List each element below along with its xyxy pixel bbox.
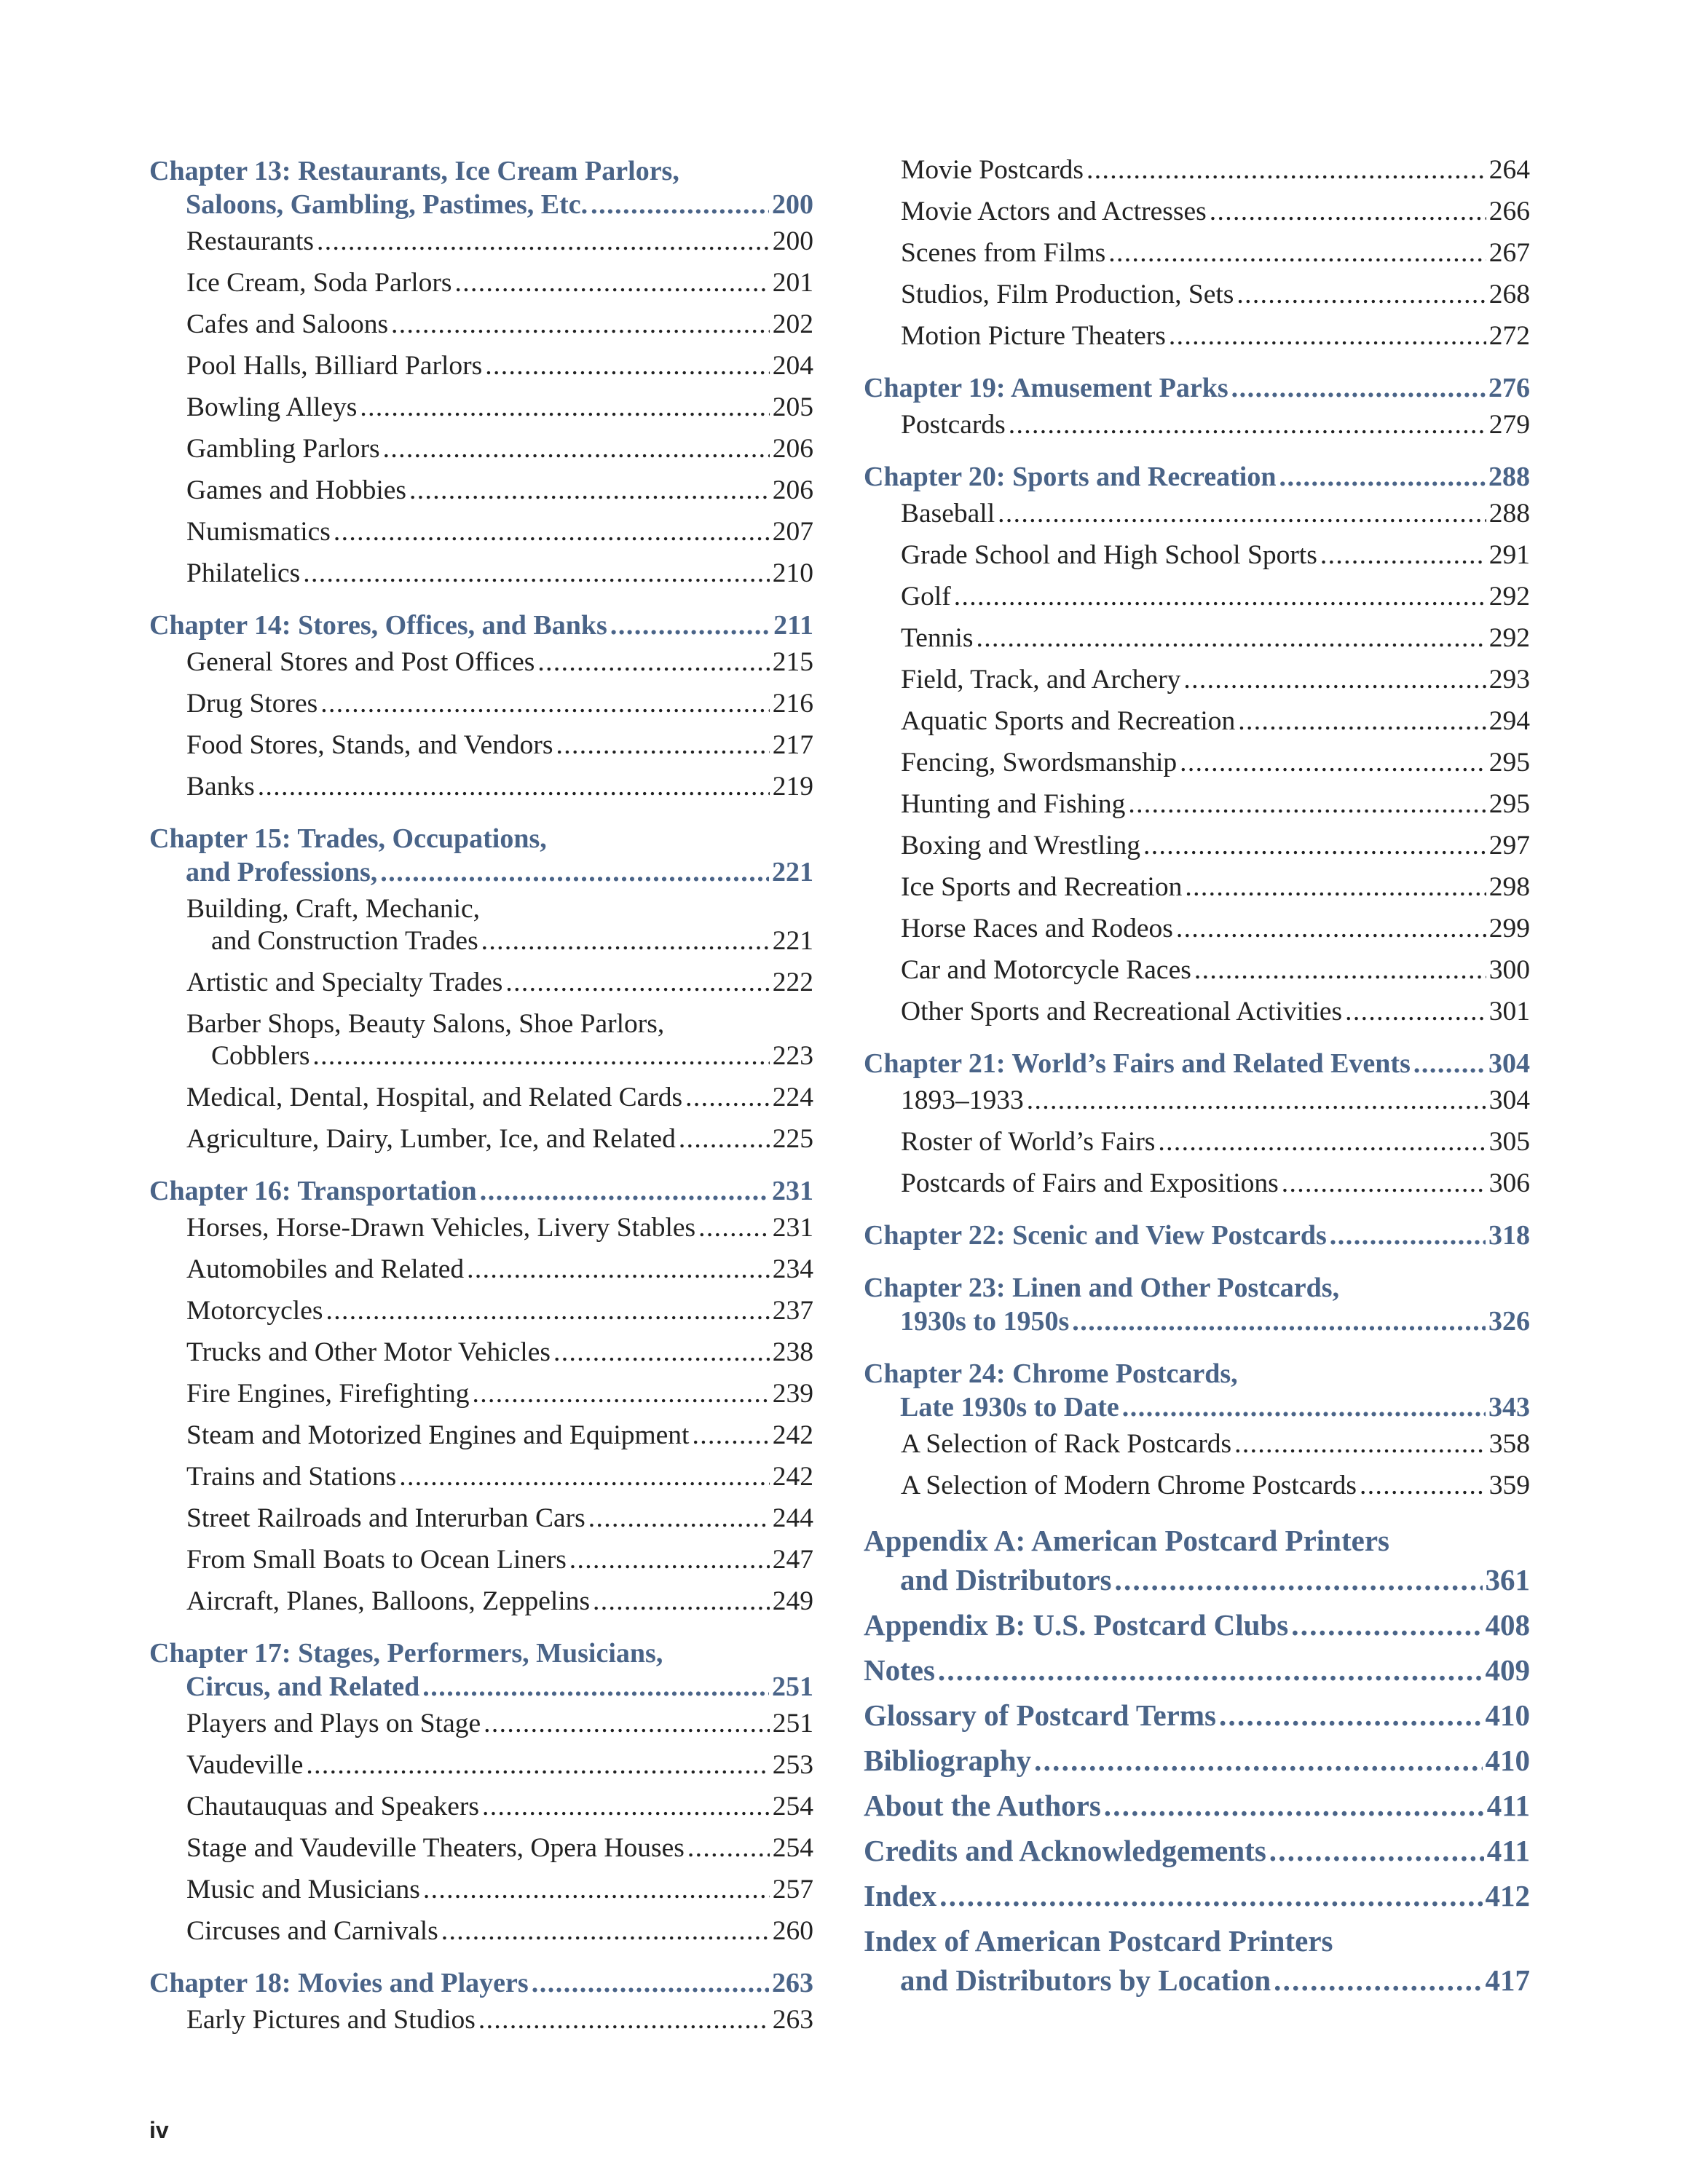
toc-entry: Building, Craft, Mechanic, and Construction Trades . . . 221 <box>149 893 813 957</box>
toc-entry: Players and Plays on Stage . . . 251 <box>149 1708 813 1740</box>
toc-entry: From Small Boats to Ocean Liners . . . 247 <box>149 1544 813 1576</box>
page-number: 343 <box>1488 1392 1530 1423</box>
toc-entry: Motorcycles . . . 237 <box>149 1295 813 1327</box>
toc-entry: Agriculture, Dairy, Lumber, Ice, and Related . . . 225 <box>149 1123 813 1155</box>
toc-entry: Postcards . . . 279 <box>864 409 1530 441</box>
toc-entry: Bowling Alleys . . . 205 <box>149 392 813 424</box>
credits-heading: Credits and Acknowledgements . . . 411 <box>864 1831 1530 1870</box>
toc-entry: Other Sports and Recreational Activities . . . 301 <box>864 996 1530 1028</box>
toc-entry: Games and Hobbies . . . 206 <box>149 475 813 507</box>
back-matter <box>864 1521 1530 2000</box>
toc-entry: Trucks and Other Motor Vehicles . . . 238 <box>149 1337 813 1369</box>
toc-entry: Studios, Film Production, Sets . . . 268 <box>864 279 1530 311</box>
toc-entry: Circuses and Carnivals . . . 260 <box>149 1915 813 1947</box>
index-heading: Index . . . 412 <box>864 1876 1530 1915</box>
toc-entry: Artistic and Specialty Trades . . . 222 <box>149 967 813 999</box>
chapter-17-heading: Chapter 17: Stages, Performers, Musicians, Circus, and Related . . . 251 <box>149 1637 813 1704</box>
page-number: 221 <box>772 857 813 887</box>
page-number: 318 <box>1488 1220 1530 1251</box>
toc-entry: Boxing and Wrestling . . . 297 <box>864 830 1530 862</box>
chapter-14-heading: Chapter 14: Stores, Offices, and Banks . . . 211 <box>149 609 813 642</box>
page-number: 276 <box>1488 373 1530 403</box>
toc-entry: Fencing, Swordsmanship . . . 295 <box>864 747 1530 779</box>
toc-entry: Vaudeville . . . 253 <box>149 1749 813 1781</box>
toc-entry: Motion Picture Theaters . . . 272 <box>864 320 1530 352</box>
chapter-13-heading: Chapter 13: Restaurants, Ice Cream Parlors, Saloons, Gambling, Pastimes, Etc. . . . 200 <box>149 154 813 221</box>
toc-entry: Steam and Motorized Engines and Equipment . . . 242 <box>149 1420 813 1452</box>
toc-entry: Ice Cream, Soda Parlors . . . 201 <box>149 267 813 299</box>
glossary-heading: Glossary of Postcard Terms . . . 410 <box>864 1696 1530 1735</box>
toc-entry: Aquatic Sports and Recreation . . . 294 <box>864 705 1530 737</box>
toc-left-column <box>149 154 813 2036</box>
bibliography-heading: Bibliography . . . 410 <box>864 1741 1530 1780</box>
chapter-23-heading: Chapter 23: Linen and Other Postcards, 1930s to 1950s . . . 326 <box>864 1271 1530 1338</box>
toc-entry: Medical, Dental, Hospital, and Related Cards . . . 224 <box>149 1082 813 1114</box>
toc-entry: Street Railroads and Interurban Cars . . . 244 <box>149 1503 813 1535</box>
toc-entry: Movie Postcards . . . 264 <box>864 154 1530 186</box>
index-printers-heading: Index of American Postcard Printers and Distributors by Location . . . 417 <box>864 1921 1530 2000</box>
page-number: 288 <box>1488 462 1530 492</box>
toc-entry: Chautauquas and Speakers . . . 254 <box>149 1791 813 1823</box>
toc-entry: Horse Races and Rodeos . . . 299 <box>864 913 1530 945</box>
page-number: 263 <box>772 1968 813 1998</box>
page-number: 304 <box>1488 1048 1530 1079</box>
toc-entry: Roster of World’s Fairs . . . 305 <box>864 1126 1530 1158</box>
toc-entry: Music and Musicians . . . 257 <box>149 1874 813 1906</box>
page-number-footer: iv <box>149 2117 169 2143</box>
toc-entry: A Selection of Rack Postcards . . . 358 <box>864 1428 1530 1460</box>
toc-entry: Early Pictures and Studios . . . 263 <box>149 2004 813 2036</box>
chapter-19-heading: Chapter 19: Amusement Parks . . . 276 <box>864 371 1530 405</box>
chapter-18-heading: Chapter 18: Movies and Players . . . 263 <box>149 1966 813 2000</box>
toc-entry: Tennis . . . 292 <box>864 622 1530 654</box>
toc-entry: Restaurants . . . 200 <box>149 226 813 258</box>
toc-right-column <box>864 154 1530 2000</box>
toc-entry: Hunting and Fishing . . . 295 <box>864 788 1530 820</box>
chapter-21-heading: Chapter 21: World’s Fairs and Related Events . . . 304 <box>864 1047 1530 1080</box>
toc-entry: General Stores and Post Offices . . . 215 <box>149 646 813 678</box>
chapter-16-heading: Chapter 16: Transportation . . . 231 <box>149 1174 813 1208</box>
toc-entry: Trains and Stations . . . 242 <box>149 1461 813 1493</box>
toc-entry: Postcards of Fairs and Expositions . . . 306 <box>864 1168 1530 1200</box>
page-number: 200 <box>772 189 813 220</box>
page-number: 231 <box>772 1176 813 1206</box>
toc-entry: Fire Engines, Firefighting . . . 239 <box>149 1378 813 1410</box>
toc-entry: Philatelics . . . 210 <box>149 558 813 590</box>
chapter-24-heading: Chapter 24: Chrome Postcards, Late 1930s to Date . . . 343 <box>864 1357 1530 1424</box>
toc-entry: Ice Sports and Recreation . . . 298 <box>864 871 1530 903</box>
toc-entry: Pool Halls, Billiard Parlors . . . 204 <box>149 350 813 382</box>
toc-entry: Movie Actors and Actresses . . . 266 <box>864 196 1530 228</box>
appendix-b-heading: Appendix B: U.S. Postcard Clubs . . . 408 <box>864 1605 1530 1645</box>
page-number: 211 <box>773 610 813 641</box>
toc-entry: Field, Track, and Archery . . . 293 <box>864 664 1530 696</box>
toc-entry: Food Stores, Stands, and Vendors . . . 217 <box>149 729 813 761</box>
notes-heading: Notes . . . 409 <box>864 1650 1530 1690</box>
toc-entry: Banks . . . 219 <box>149 771 813 803</box>
toc-entry: Scenes from Films . . . 267 <box>864 237 1530 269</box>
toc-entry: Numismatics . . . 207 <box>149 516 813 548</box>
toc-entry: Grade School and High School Sports . . . 291 <box>864 539 1530 571</box>
chapter-22-heading: Chapter 22: Scenic and View Postcards . . . 318 <box>864 1219 1530 1252</box>
toc-entry: Baseball . . . 288 <box>864 498 1530 530</box>
toc-entry: 1893–1933 . . . 304 <box>864 1085 1530 1117</box>
toc-entry: Horses, Horse-Drawn Vehicles, Livery Stables . . . 231 <box>149 1212 813 1244</box>
toc-entry: A Selection of Modern Chrome Postcards . . . 359 <box>864 1470 1530 1502</box>
appendix-a-heading: Appendix A: American Postcard Printers and Distributors . . . 361 <box>864 1521 1530 1599</box>
toc-entry: Automobiles and Related . . . 234 <box>149 1254 813 1286</box>
toc-entry: Car and Motorcycle Races . . . 300 <box>864 954 1530 986</box>
toc-entry: Golf . . . 292 <box>864 581 1530 613</box>
chapter-15-heading: Chapter 15: Trades, Occupations, and Professions, . . . 221 <box>149 822 813 889</box>
toc-entry: Aircraft, Planes, Balloons, Zeppelins . . . 249 <box>149 1586 813 1618</box>
toc-entry: Cafes and Saloons . . . 202 <box>149 309 813 341</box>
page-number: 251 <box>772 1671 813 1702</box>
chapter-20-heading: Chapter 20: Sports and Recreation . . . 288 <box>864 460 1530 494</box>
toc-entry: Drug Stores . . . 216 <box>149 688 813 720</box>
toc-entry: Stage and Vaudeville Theaters, Opera Houses . . . 254 <box>149 1832 813 1864</box>
toc-entry: Barber Shops, Beauty Salons, Shoe Parlors, Cobblers . . . 223 <box>149 1008 813 1072</box>
toc-entry: Gambling Parlors . . . 206 <box>149 433 813 465</box>
about-authors-heading: About the Authors . . . 411 <box>864 1786 1530 1825</box>
page-number: 326 <box>1488 1306 1530 1337</box>
